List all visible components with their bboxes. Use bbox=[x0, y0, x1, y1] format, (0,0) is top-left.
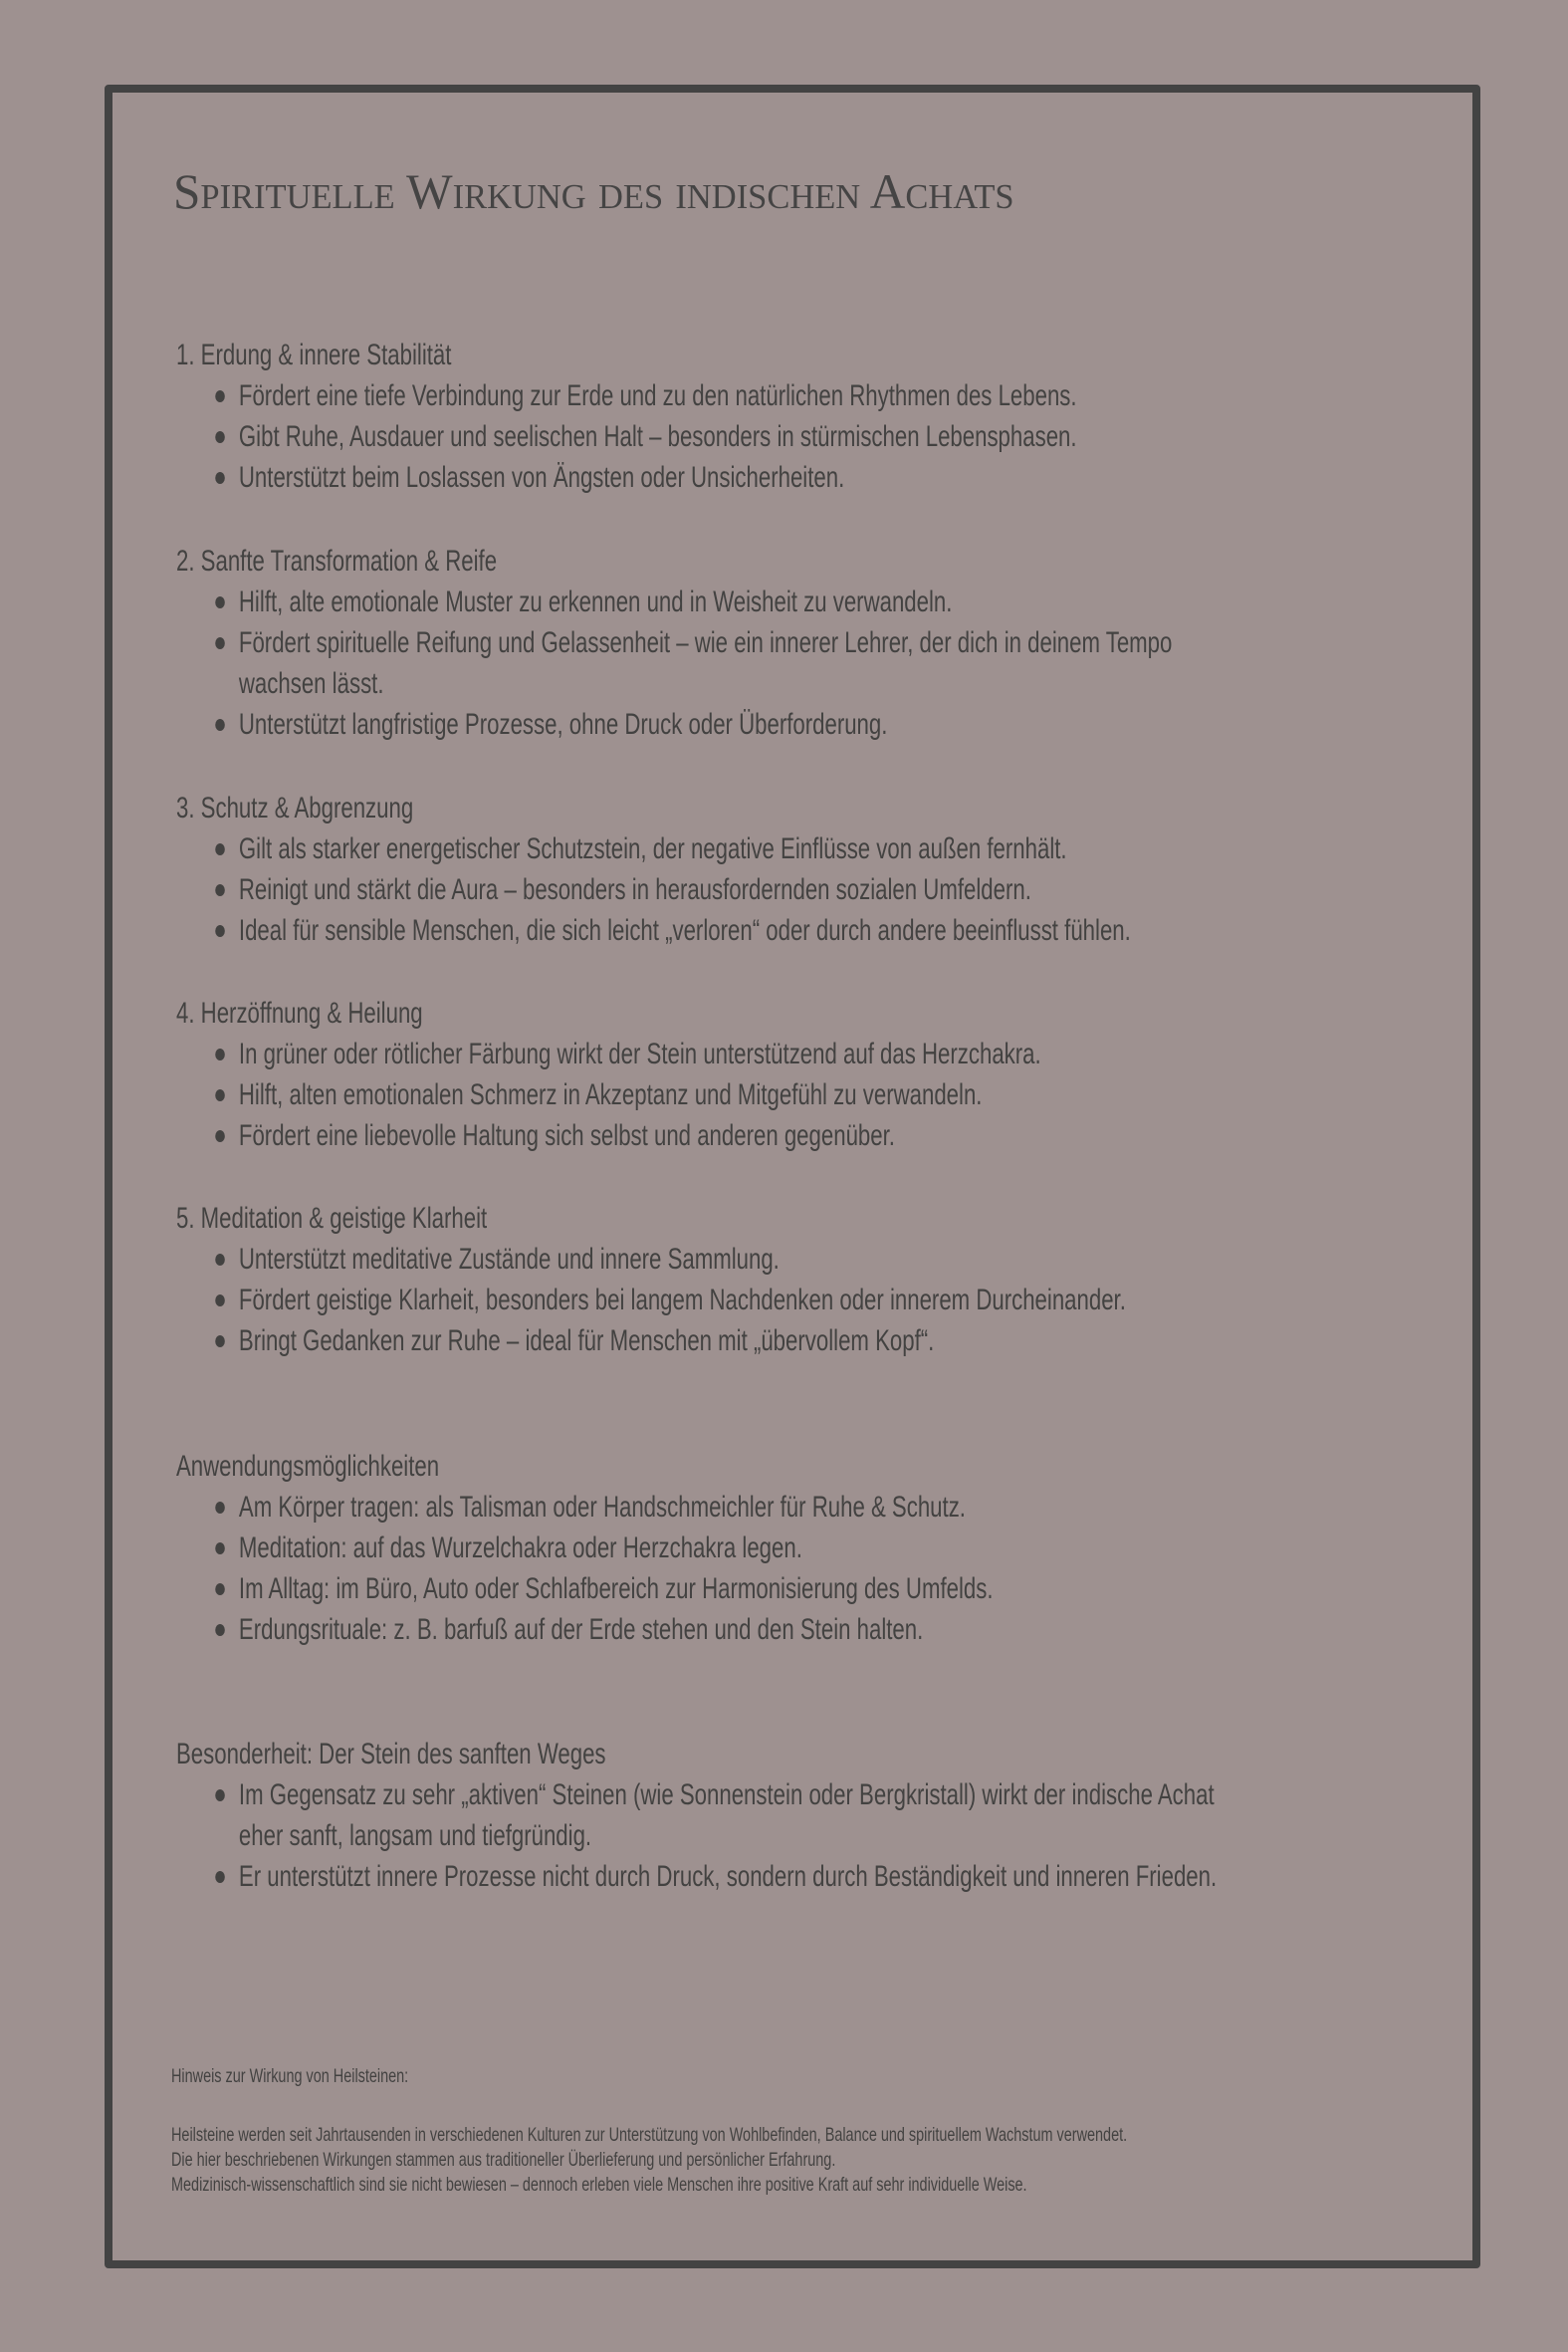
section-herzoeffnung bbox=[176, 993, 1429, 1156]
list-item-text: Erdungsrituale: z. B. barfuß auf der Erde stehen und den Stein halten. bbox=[238, 1613, 924, 1646]
list-item-text: Gilt als starker energetischer Schutzstein, der negative Einflüsse von außen fernhält. bbox=[238, 832, 1067, 865]
bullet-dot-icon bbox=[215, 1049, 225, 1060]
bullet-dot-icon bbox=[215, 596, 225, 608]
section-heading: Anwendungsmöglichkeiten bbox=[176, 1450, 440, 1483]
section-heading: 3. Schutz & Abgrenzung bbox=[176, 792, 414, 824]
list-item-text-continuation: wachsen lässt. bbox=[238, 667, 384, 700]
list-item bbox=[176, 582, 1429, 622]
list-item bbox=[176, 1568, 1429, 1609]
section-heading: 4. Herzöffnung & Heilung bbox=[176, 997, 423, 1030]
note-line: Die hier beschriebenen Wirkungen stammen aus traditioneller Überlieferung und persönlicher Erfahrung. bbox=[171, 2149, 836, 2171]
list-item bbox=[176, 1609, 1429, 1650]
list-item bbox=[176, 869, 1429, 910]
bullet-dot-icon bbox=[215, 1624, 225, 1636]
list-item-text: Fördert spirituelle Reifung und Gelassenheit – wie ein innerer Lehrer, der dich in deinem Tempo bbox=[238, 626, 1173, 659]
list-item-text: Am Körper tragen: als Talisman oder Handschmeichler für Ruhe & Schutz. bbox=[238, 1491, 966, 1524]
bullet-dot-icon bbox=[215, 1254, 225, 1266]
bullet-dot-icon bbox=[215, 884, 225, 896]
bullet-dot-icon bbox=[215, 1335, 225, 1347]
note-heading: Hinweis zur Wirkung von Heilsteinen: bbox=[171, 2065, 409, 2087]
note-line: Heilsteine werden seit Jahrtausenden in verschiedenen Kulturen zur Unterstützung von Wohlbefinden, Balance und spirituellem Wachstum verwendet. bbox=[171, 2124, 1128, 2146]
bullet-dot-icon bbox=[215, 1502, 225, 1514]
list-item-text: Fördert geistige Klarheit, besonders bei langem Nachdenken oder innerem Durcheinander. bbox=[238, 1284, 1126, 1316]
section-besonderheit bbox=[176, 1734, 1429, 1897]
bullet-dot-icon bbox=[215, 719, 225, 731]
section-schutz bbox=[176, 788, 1429, 951]
list-item-text: Im Alltag: im Büro, Auto oder Schlafbereich zur Harmonisierung des Umfelds. bbox=[238, 1572, 994, 1605]
section-anwendung bbox=[176, 1446, 1429, 1650]
bullet-dot-icon bbox=[215, 1294, 225, 1306]
bullet-dot-icon bbox=[215, 1542, 225, 1554]
list-item bbox=[176, 1034, 1429, 1074]
section-erdung bbox=[176, 335, 1429, 498]
list-item-text: In grüner oder rötlicher Färbung wirkt der Stein unterstützend auf das Herzchakra. bbox=[238, 1038, 1041, 1070]
section-heading: Besonderheit: Der Stein des sanften Weges bbox=[176, 1738, 606, 1770]
bullet-dot-icon bbox=[215, 1583, 225, 1595]
list-item-text: Bringt Gedanken zur Ruhe – ideal für Menschen mit „übervollem Kopf“. bbox=[238, 1324, 935, 1357]
bullet-dot-icon bbox=[215, 843, 225, 855]
bullet-dot-icon bbox=[215, 637, 225, 649]
bullet-dot-icon bbox=[215, 1089, 225, 1101]
list-item bbox=[176, 375, 1429, 416]
bullet-list bbox=[176, 1034, 1429, 1156]
list-item-text: Unterstützt langfristige Prozesse, ohne Druck oder Überforderung. bbox=[238, 708, 888, 741]
list-item bbox=[176, 622, 1429, 704]
bullet-dot-icon bbox=[215, 1130, 225, 1142]
list-item bbox=[176, 910, 1429, 951]
bullet-dot-icon bbox=[215, 925, 225, 937]
list-item-text: Im Gegensatz zu sehr „aktiven“ Steinen (wie Sonnenstein oder Bergkristall) wirkt der indische Achat bbox=[238, 1778, 1215, 1811]
bullet-dot-icon bbox=[215, 390, 225, 402]
bullet-dot-icon bbox=[215, 472, 225, 484]
bullet-list bbox=[176, 375, 1429, 498]
list-item-text: Meditation: auf das Wurzelchakra oder Herzchakra legen. bbox=[238, 1531, 802, 1564]
page-title: Spirituelle Wirkung des indischen Achats bbox=[173, 163, 1014, 219]
note-line: Medizinisch-wissenschaftlich sind sie nicht bewiesen – dennoch erleben viele Menschen ihre positive Kraft auf sehr individuelle Weise. bbox=[171, 2174, 1027, 2196]
list-item-text: Hilft, alten emotionalen Schmerz in Akzeptanz und Mitgefühl zu verwandeln. bbox=[238, 1078, 983, 1111]
list-item-text: Gibt Ruhe, Ausdauer und seelischen Halt – besonders in stürmischen Lebensphasen. bbox=[238, 420, 1077, 453]
list-item bbox=[176, 1774, 1429, 1856]
section-heading: 2. Sanfte Transformation & Reife bbox=[176, 545, 498, 578]
list-item-text: Ideal für sensible Menschen, die sich leicht „verloren“ oder durch andere beeinflusst fühlen. bbox=[238, 914, 1131, 947]
list-item bbox=[176, 457, 1429, 498]
bullet-dot-icon bbox=[215, 431, 225, 443]
bullet-list bbox=[176, 1239, 1429, 1361]
list-item bbox=[176, 1280, 1429, 1320]
section-transformation bbox=[176, 541, 1429, 745]
bullet-list bbox=[176, 1487, 1429, 1650]
list-item-text: Er unterstützt innere Prozesse nicht durch Druck, sondern durch Beständigkeit und inneren Frieden. bbox=[238, 1860, 1218, 1893]
list-item-text: Reinigt und stärkt die Aura – besonders in herausfordernden sozialen Umfeldern. bbox=[238, 873, 1031, 906]
list-item bbox=[176, 1320, 1429, 1361]
bullet-dot-icon bbox=[215, 1789, 225, 1801]
list-item-text: Unterstützt meditative Zustände und innere Sammlung. bbox=[238, 1243, 780, 1276]
section-meditation bbox=[176, 1198, 1429, 1361]
list-item bbox=[176, 1074, 1429, 1115]
section-heading: 5. Meditation & geistige Klarheit bbox=[176, 1202, 488, 1235]
list-item bbox=[176, 828, 1429, 869]
bullet-dot-icon bbox=[215, 1871, 225, 1883]
list-item bbox=[176, 1528, 1429, 1568]
list-item bbox=[176, 1487, 1429, 1528]
list-item-text: Fördert eine tiefe Verbindung zur Erde und zu den natürlichen Rhythmen des Lebens. bbox=[238, 379, 1077, 412]
disclaimer-note bbox=[171, 2063, 1424, 2198]
list-item bbox=[176, 1856, 1429, 1897]
bullet-list bbox=[176, 828, 1429, 951]
bullet-list bbox=[176, 582, 1429, 745]
bullet-list bbox=[176, 1774, 1429, 1897]
list-item bbox=[176, 1115, 1429, 1156]
list-item-text-continuation: eher sanft, langsam und tiefgründig. bbox=[238, 1819, 592, 1852]
list-item-text: Unterstützt beim Loslassen von Ängsten oder Unsicherheiten. bbox=[238, 461, 845, 494]
section-heading: 1. Erdung & innere Stabilität bbox=[176, 339, 452, 371]
list-item-text: Fördert eine liebevolle Haltung sich selbst und anderen gegenüber. bbox=[238, 1119, 895, 1152]
list-item bbox=[176, 1239, 1429, 1280]
list-item bbox=[176, 416, 1429, 457]
list-item bbox=[176, 704, 1429, 745]
list-item-text: Hilft, alte emotionale Muster zu erkennen und in Weisheit zu verwandeln. bbox=[238, 586, 953, 618]
